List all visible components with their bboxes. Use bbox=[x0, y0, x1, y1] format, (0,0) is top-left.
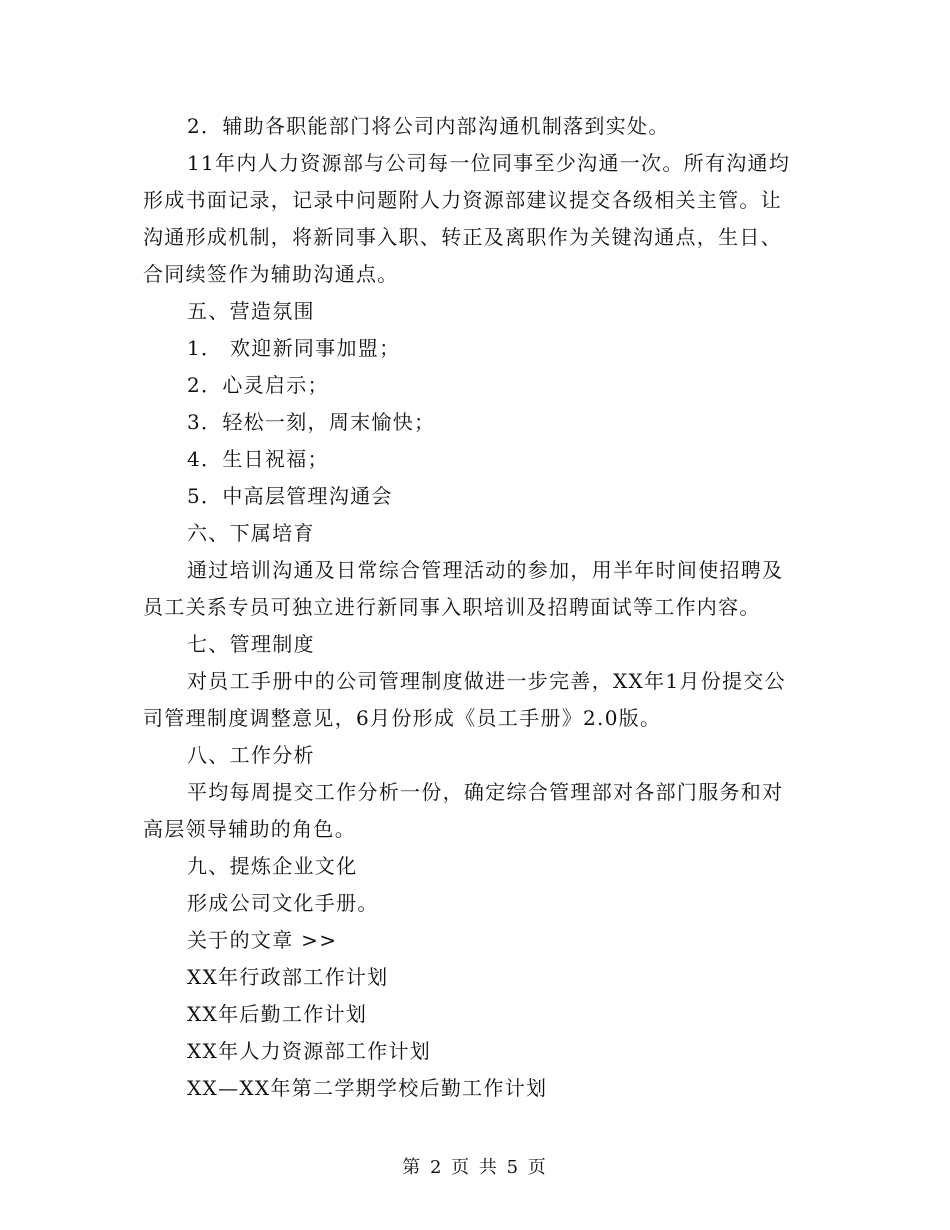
paragraph-culture: 形成公司文化手册。 bbox=[187, 891, 379, 915]
section-heading-5: 五、营造氛围 bbox=[187, 299, 315, 323]
list-item: 4．生日祝福； bbox=[187, 447, 329, 471]
paragraph-line: 形成书面记录，记录中问题附人力资源部建议提交各级相关主管。让 bbox=[143, 188, 782, 212]
related-article-link[interactable]: XX—XX年第二学期学校后勤工作计划 bbox=[187, 1076, 548, 1100]
related-article-link[interactable]: XX年后勤工作计划 bbox=[187, 1002, 368, 1026]
paragraph-line: 司管理制度调整意见，6月份形成《员工手册》2.0版。 bbox=[143, 706, 662, 730]
paragraph-line: 员工关系专员可独立进行新同事入职培训及招聘面试等工作内容。 bbox=[143, 595, 761, 619]
section-heading-6: 六、下属培育 bbox=[187, 521, 315, 545]
related-article-link[interactable]: XX年行政部工作计划 bbox=[187, 965, 389, 989]
paragraph-line: 11年内人力资源部与公司每一位同事至少沟通一次。所有沟通均 bbox=[187, 151, 791, 175]
paragraph-training bbox=[143, 552, 803, 626]
paragraph-line: 通过培训沟通及日常综合管理活动的参加，用半年时间使招聘及 bbox=[187, 558, 784, 582]
paragraph-communication bbox=[143, 145, 803, 293]
section-heading-9: 九、提炼企业文化 bbox=[187, 854, 358, 878]
paragraph-item-2: 2．辅助各职能部门将公司内部沟通机制落到实处。 bbox=[187, 114, 670, 138]
section-heading-8: 八、工作分析 bbox=[187, 743, 315, 767]
paragraph-line: 高层领导辅助的角色。 bbox=[143, 817, 356, 841]
paragraph-line: 合同续签作为辅助沟通点。 bbox=[143, 262, 399, 286]
paragraph-line: 平均每周提交工作分析一份，确定综合管理部对各部门服务和对 bbox=[187, 780, 784, 804]
list-item: 1． 欢迎新同事加盟； bbox=[187, 336, 401, 360]
section-heading-7: 七、管理制度 bbox=[187, 632, 315, 656]
document-body bbox=[143, 108, 803, 1107]
paragraph-analysis bbox=[143, 774, 803, 848]
related-articles-heading: 关于的文章 >> bbox=[187, 928, 338, 952]
list-item: 5．中高层管理沟通会 bbox=[187, 484, 393, 508]
page-number-footer: 第 2 页 共 5 页 bbox=[402, 1157, 548, 1178]
list-item: 2．心灵启示； bbox=[187, 373, 329, 397]
paragraph-line: 对员工手册中的公司管理制度做进一步完善，XX年1月份提交公 bbox=[187, 669, 786, 693]
paragraph-management bbox=[143, 663, 803, 737]
related-article-link[interactable]: XX年人力资源部工作计划 bbox=[187, 1039, 432, 1063]
list-item: 3．轻松一刻，周末愉快； bbox=[187, 410, 436, 434]
paragraph-line: 沟通形成机制，将新同事入职、转正及离职作为关键沟通点，生日、 bbox=[143, 225, 782, 249]
